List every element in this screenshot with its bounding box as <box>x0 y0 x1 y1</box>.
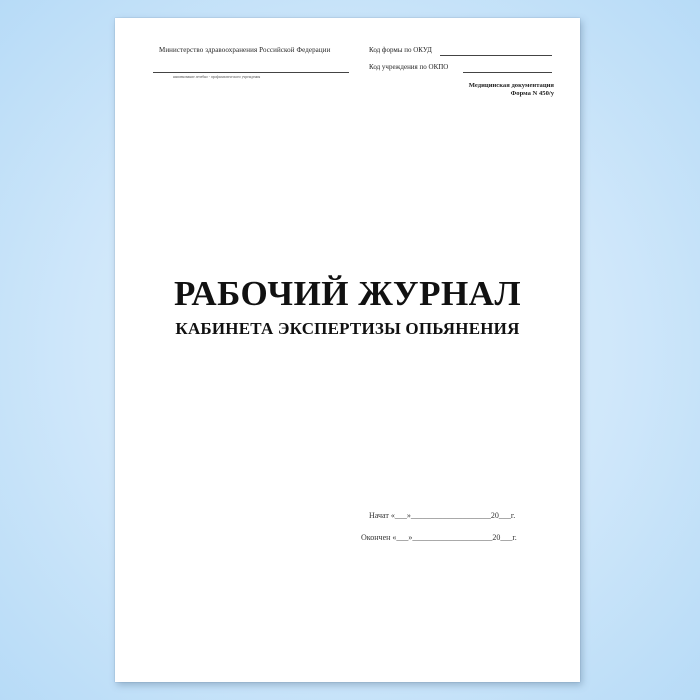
institution-caption: наименование лечебно - профилактического учреждения <box>173 75 261 79</box>
medical-documentation-label: Медицинская документация <box>468 82 554 89</box>
ministry-name: Министерство здравоохранения Российской Федерации <box>159 46 331 54</box>
journal-subtitle: КАБИНЕТА ЭКСПЕРТИЗЫ ОПЬЯНЕНИЯ <box>175 319 520 338</box>
start-date-field: Начат «___»____________________20___г. <box>369 511 516 520</box>
form-number: Форма N 450/у <box>510 89 554 97</box>
medical-documentation-note <box>469 82 554 97</box>
okpo-code-line <box>463 72 552 73</box>
okud-code-label: Код формы по ОКУД <box>369 46 432 54</box>
okud-code-line <box>440 55 552 56</box>
institution-name-line <box>153 72 349 73</box>
end-date-field: Окончен «___»____________________20___г. <box>361 533 517 542</box>
okpo-code-label: Код учреждения по ОКПО <box>369 63 449 71</box>
journal-cover <box>115 18 580 682</box>
journal-title: РАБОЧИЙ ЖУРНАЛ <box>173 274 522 313</box>
